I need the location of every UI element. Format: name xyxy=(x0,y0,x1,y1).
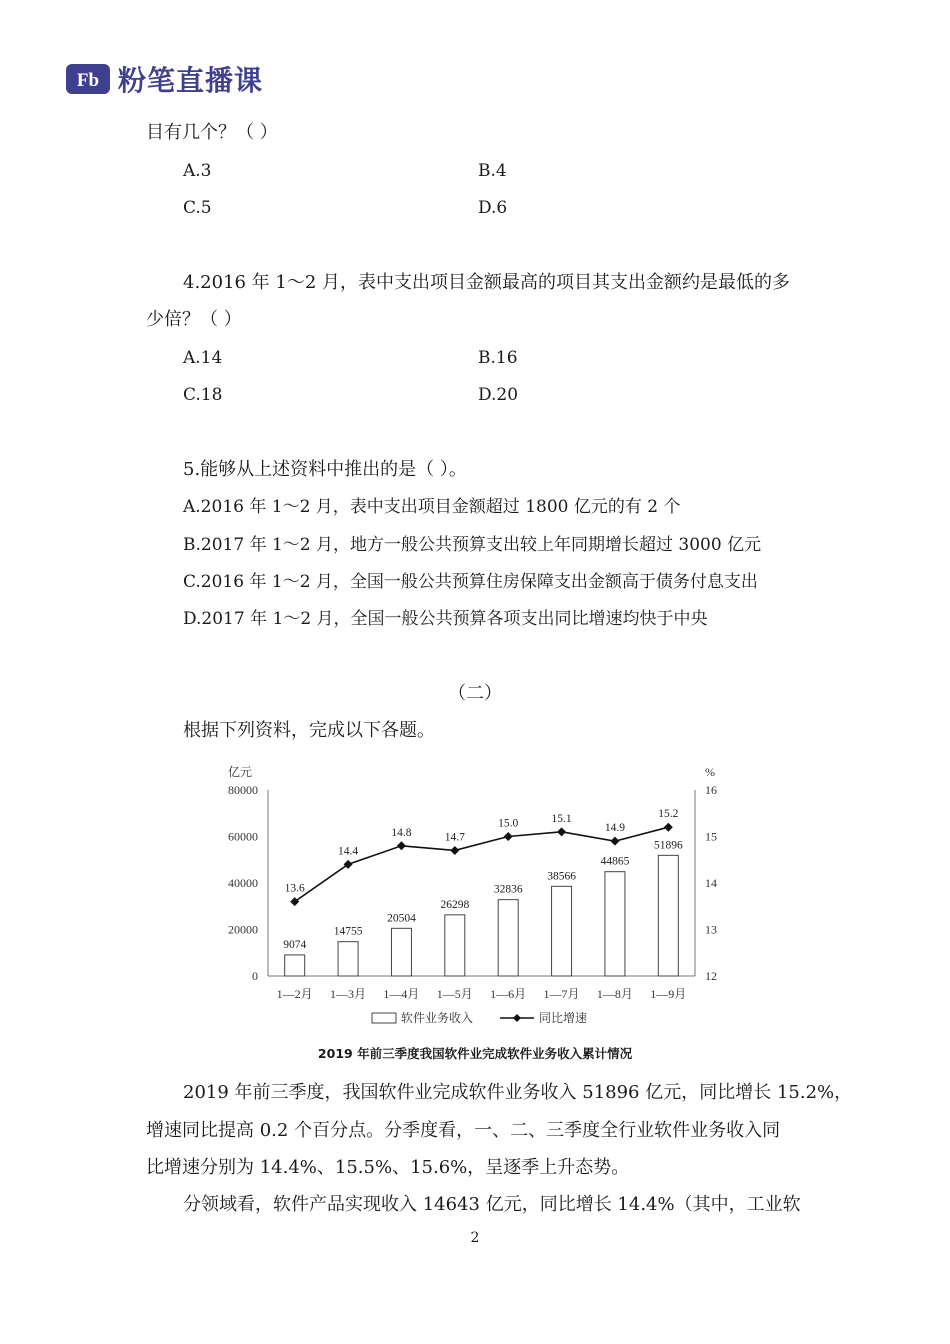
growth-rate-label: 15.1 xyxy=(551,812,572,825)
growth-rate-label: 15.2 xyxy=(658,808,679,821)
revenue-bar xyxy=(338,942,358,976)
growth-rate-point xyxy=(504,832,513,841)
revenue-bar xyxy=(552,886,572,976)
right-tick-label: 16 xyxy=(705,783,717,797)
q4-stem-line2: 少倍？（ ） xyxy=(146,309,242,330)
growth-rate-label: 13.6 xyxy=(284,882,305,895)
left-tick-label: 0 xyxy=(252,969,258,983)
revenue-chart xyxy=(200,756,740,1036)
category-label: 1—5月 xyxy=(436,987,473,1001)
q3-stem-tail: 目有几个？（ ） xyxy=(146,122,278,143)
left-tick-label: 80000 xyxy=(228,783,258,797)
left-axis-unit: 亿元 xyxy=(228,765,253,779)
brand-name: 粉笔直播课 xyxy=(118,64,264,97)
right-tick-label: 15 xyxy=(705,829,717,844)
category-label: 1—2月 xyxy=(276,987,313,1001)
q3-option-b[interactable]: B.4 xyxy=(478,161,507,181)
revenue-bar xyxy=(285,955,305,976)
passage-p1-line2: 增速同比提高 0.2 个百分点。分季度看，一、二、三季度全行业软件业务收入同 xyxy=(146,1120,781,1141)
logo-mark-text: Fb xyxy=(76,70,100,91)
page-number: 2 xyxy=(470,1230,480,1246)
growth-rate-point xyxy=(397,841,406,850)
revenue-bar xyxy=(391,928,411,976)
q4-option-a[interactable]: A.14 xyxy=(183,348,223,368)
left-tick-label: 20000 xyxy=(228,922,258,937)
right-tick-label: 12 xyxy=(705,969,717,983)
passage-p1-line3: 比增速分别为 14.4%、15.5%、15.6%，呈逐季上升态势。 xyxy=(146,1157,630,1178)
growth-rate-label: 14.4 xyxy=(338,845,359,858)
legend-line-marker xyxy=(513,1014,521,1022)
category-label: 1—4月 xyxy=(383,987,420,1001)
q5-option-b[interactable]: B.2017 年 1～2 月，地方一般公共预算支出较上年同期增长超过 3000 亿元 xyxy=(183,535,762,555)
category-label: 1—9月 xyxy=(650,987,687,1001)
revenue-bar-label: 51896 xyxy=(653,839,683,852)
q3-option-c[interactable]: C.5 xyxy=(183,198,212,218)
growth-rate-label: 15.0 xyxy=(498,817,519,830)
category-label: 1—3月 xyxy=(330,987,367,1001)
left-tick-label: 40000 xyxy=(228,876,258,890)
growth-rate-label: 14.9 xyxy=(604,822,625,835)
revenue-bar xyxy=(445,915,465,976)
right-tick-label: 13 xyxy=(705,922,717,937)
right-tick-label: 14 xyxy=(705,876,717,890)
left-tick-label: 60000 xyxy=(228,829,258,844)
category-label: 1—8月 xyxy=(596,987,633,1001)
q3-option-a[interactable]: A.3 xyxy=(183,161,212,181)
revenue-bar xyxy=(605,872,625,976)
growth-rate-point xyxy=(557,827,566,836)
revenue-bar-label: 14755 xyxy=(333,925,363,938)
q4-stem-line1: 4.2016 年 1～2 月，表中支出项目金额最高的项目其支出金额约是最低的多 xyxy=(183,272,791,293)
passage-p2-line1: 分领域看，软件产品实现收入 14643 亿元，同比增长 14.4%（其中，工业软 xyxy=(183,1194,801,1215)
q3-option-d[interactable]: D.6 xyxy=(478,198,508,218)
q5-option-d[interactable]: D.2017 年 1～2 月，全国一般公共预算各项支出同比增速均快于中央 xyxy=(183,609,708,629)
growth-rate-label: 14.7 xyxy=(444,831,465,844)
q5-option-c[interactable]: C.2016 年 1～2 月，全国一般公共预算住房保障支出金额高于债务付息支出 xyxy=(183,572,758,592)
q5-stem: 5.能够从上述资料中推出的是（ ）。 xyxy=(183,459,467,480)
q4-option-b[interactable]: B.16 xyxy=(478,348,518,368)
revenue-bar-label: 32836 xyxy=(493,883,523,896)
growth-rate-point xyxy=(610,837,619,846)
right-axis-unit: % xyxy=(705,765,715,779)
growth-rate-label: 14.8 xyxy=(391,826,412,839)
revenue-bar xyxy=(658,855,678,976)
section-intro: 根据下列资料，完成以下各题。 xyxy=(183,720,435,741)
category-label: 1—6月 xyxy=(490,987,527,1001)
q4-option-d[interactable]: D.20 xyxy=(478,385,519,405)
revenue-bar-label: 9074 xyxy=(283,938,307,951)
chart-title: 2019 年前三季度我国软件业完成软件业务收入累计情况 xyxy=(317,1046,633,1061)
q4-option-c[interactable]: C.18 xyxy=(183,385,223,405)
section-title: （二） xyxy=(448,683,502,704)
growth-rate-point xyxy=(664,823,673,832)
legend-line-label: 同比增速 xyxy=(539,1011,588,1025)
brand-logo xyxy=(66,60,263,98)
q5-option-a[interactable]: A.2016 年 1～2 月，表中支出项目金额超过 1800 亿元的有 2 个 xyxy=(183,497,681,517)
revenue-bar-label: 44865 xyxy=(600,855,630,868)
legend-bar-label: 软件业务收入 xyxy=(401,1011,474,1025)
revenue-bar-label: 38566 xyxy=(547,870,576,883)
passage-p1-line1: 2019 年前三季度，我国软件业完成软件业务收入 51896 亿元，同比增长 15.2%， xyxy=(183,1082,853,1103)
revenue-bar-label: 26298 xyxy=(440,898,470,911)
fb-logo-icon xyxy=(66,64,110,94)
legend-bar-swatch xyxy=(372,1013,396,1023)
growth-rate-point xyxy=(450,846,459,855)
category-label: 1—7月 xyxy=(543,987,580,1001)
revenue-bar-label: 20504 xyxy=(387,912,416,925)
revenue-bar xyxy=(498,900,518,976)
